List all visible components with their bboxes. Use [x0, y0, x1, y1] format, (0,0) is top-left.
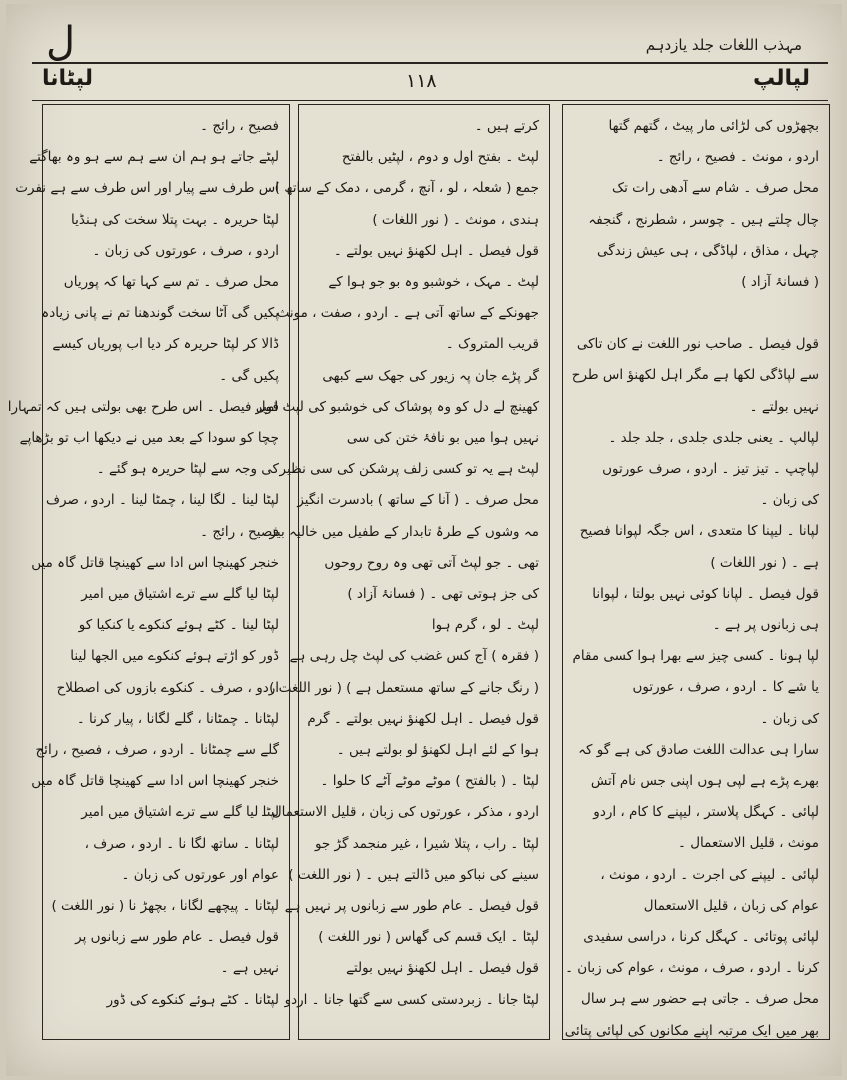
text-line: فصیح ، رائج ۔	[200, 118, 279, 134]
running-head: مہذب اللغات جلد یازدہم	[645, 36, 802, 54]
text-line: کی جز ہوتی تھی ۔ ( فسانۂ آزاد )	[347, 586, 539, 603]
text-line: عوام اور عورتوں کی زبان ۔	[121, 866, 279, 883]
text-line: لپالپ ۔ یعنی جلدی جلدی ، جلد جلد ۔	[608, 429, 819, 446]
text-line: خنجر کھینچا اس ادا سے کھینچا قاتل گاہ میں	[31, 554, 279, 571]
text-line: لپٹا لینا ۔ کٹے ہوئے کنکوے یا کنکیا کو	[78, 617, 279, 634]
text-line: لپٹا ۔ ( بالفتح ) موٹے موٹے آٹے کا حلوا ۔	[320, 773, 539, 790]
text-line: ڈور کو اڑتے ہوئے کنکوے میں الجھا لینا	[70, 648, 279, 665]
text-line: لپائی ۔ لیپنے کی اجرت ۔ اردو ، مونث ،	[600, 866, 819, 883]
text-line: ( رنگ جانے کے ساتھ مستعمل ہے ) ( نور اللغت )	[269, 679, 539, 696]
text-line: محل صرف ۔ ( آنا کے ساتھ ) بادسرت انگیز	[297, 492, 539, 509]
text-line: لپا ہونا ۔ کسی چیز سے بھرا ہوا کسی مقام	[572, 648, 819, 665]
text-line: ہی زبانوں پر ہے ۔	[712, 617, 819, 634]
text-line: لپٹ ۔ مہک ، خوشبو وہ بو جو ہوا کے	[328, 274, 539, 291]
text-line: تھی ۔ جو لپٹ آتی تھی وہ روح روحوں	[324, 554, 539, 571]
text-line: نہیں ہے ۔	[220, 960, 279, 977]
text-line: لپٹا لینا ۔ لگا لینا ، چمٹا لینا ۔ اردو ، صرف	[46, 492, 279, 509]
page-number: ۱۱۸	[406, 70, 437, 92]
text-line: اردو ، صرف ، عورتوں کی زبان ۔	[92, 242, 279, 259]
text-column-left	[7, 104, 290, 1040]
text-line: اردو ، مونث ۔ فصیح ، رائج ۔	[656, 149, 819, 166]
text-line: مہ وشوں کے طرۂ تابدار کے طفیل میں خالیہ بیز	[269, 523, 539, 540]
text-line: لپٹا لیا گلے سے ترے اشتیاق میں امیر	[81, 804, 279, 821]
text-line: قول فیصل ۔ اہل لکھنؤ نہیں بولتے ۔	[333, 242, 539, 259]
text-line: گلے سے چمٹانا ۔ اردو ، صرف ، فصیح ، رائج	[35, 742, 279, 759]
text-column-right	[562, 104, 830, 1040]
text-line: لپانا ۔ لیپنا کا متعدی ، اس جگہ لپوانا فصیح	[579, 523, 819, 540]
text-line: لپٹ ۔ بفتح اول و دوم ، لپٹیں بالفتح	[341, 149, 539, 166]
guide-word-left: لپٹانا	[42, 66, 94, 91]
text-line: عوام کی زبان ، قلیل الاستعمال	[643, 897, 819, 914]
text-line: ڈالا کر لپٹا حریرہ کر دیا اب پوریاں کیسے	[52, 336, 279, 353]
text-line: جمع ( شعلہ ، لو ، آنچ ، گرمی ، دمک کے ساتھ )	[274, 180, 539, 197]
text-line: سے لپاڈگی لکھا ہے مگر اہل لکھنؤ اس طرح	[571, 367, 819, 384]
text-line: بھر میں ایک مرتبہ اپنے مکانوں کی لپائی پتائی	[564, 1022, 819, 1039]
guide-word-right: لپالپ	[752, 66, 810, 91]
text-line: قول فیصل ۔ صاحب نور اللغت نے کان تاکی	[576, 336, 819, 353]
text-line: لپٹے جاتے ہو ہم ان سے ہم سے ہو وہ بھاگتے	[29, 149, 279, 166]
text-line: کی زبان ۔	[760, 710, 819, 727]
text-line: کی وجہ سے لپٹا حریرہ ہو گئے ۔	[96, 461, 279, 478]
text-line: گر پڑے جان پہ زیور کی جھک سے کبھی	[322, 367, 539, 384]
text-line: لپاچپ ۔ تیز تیز ۔ اردو ، صرف عورتوں	[602, 461, 819, 478]
text-line: لپٹانا ۔ پیچھے لگانا ، بچھڑ نا ( نور اللغت )	[51, 898, 279, 915]
text-line: قول فیصل ۔ عام طور سے زبانوں پر	[75, 929, 279, 946]
header-rule-lower	[32, 100, 828, 101]
text-line: لپٹا حریرہ ۔ بہت پتلا سخت کی ہنڈیا	[71, 211, 279, 228]
text-line: قول فیصل ۔ اس طرح بھی بولتی ہیں کہ تمہارا	[7, 398, 279, 415]
text-line: نہیں ہوا میں بو نافۂ ختن کی سی	[346, 430, 539, 447]
text-line: لپٹانا ۔ ساتھ لگا نا ۔ اردو ، صرف ،	[84, 835, 279, 852]
text-line: سینے کی نباکو میں ڈالتے ہیں ۔ ( نور اللغت )	[288, 866, 539, 883]
text-line: چچا کو سودا کے بعد میں نے دیکھا اب تو بڑھاپے	[19, 430, 279, 447]
text-line: لپائی پوتائی ۔ کہگل کرنا ، دراسی سفیدی	[583, 929, 819, 946]
text-line: قول فیصل ۔ عام طور سے زبانوں پر نہیں ہے	[284, 898, 539, 915]
text-line: اس طرف سے پیار اور اس طرف سے ہے نفرت	[15, 180, 279, 197]
text-line: لپٹانا ۔ چمٹانا ، گلے لگانا ، پیار کرنا ۔	[76, 710, 279, 727]
text-line: ( فسانۂ آزاد )	[741, 274, 819, 291]
text-line: لپائی ۔ کہگل پلاستر ، لیپنے کا کام ، اردو	[593, 804, 819, 821]
text-line: قول فیصل ۔ اہل لکھنؤ نہیں بولتے ۔ گرم	[307, 710, 539, 727]
text-line: ہندی ، مونث ۔ ( نور اللغات )	[372, 211, 539, 228]
text-line: جھونکے کے ساتھ آتی ہے ۔ اردو ، صفت ، مونث	[276, 305, 539, 322]
text-line: بھرے پڑے ہے لپی ہوں اپنی جس نام آتش	[590, 773, 819, 790]
text-line: قول فیصل ۔ لپانا کوئی نہیں بولتا ، لپوانا	[592, 585, 819, 602]
dictionary-page	[6, 4, 842, 1076]
text-line: بچھڑوں کی لڑائی مار پیٹ ، گتھم گتھا	[608, 118, 819, 134]
text-line: محل صرف ۔ شام سے آدھی رات تک	[612, 180, 819, 197]
text-line: نہیں بولتے ۔	[749, 398, 819, 415]
text-line: قریب المتروک ۔	[445, 336, 539, 353]
text-line: کھینچ لے دل کو وہ پوشاک کی خوشبو کی لپٹ امیر	[255, 398, 539, 415]
text-line: لپٹانا ۔ کٹے ہوئے کنکوے کی ڈور	[106, 991, 279, 1008]
text-line: کی زبان ۔	[760, 492, 819, 509]
text-line: خنجر کھینچا اس ادا سے کھینچا قاتل گاہ میں	[31, 773, 279, 790]
text-line: قول فیصل ۔ اہل لکھنؤ نہیں بولتے	[346, 960, 539, 977]
text-line: لپٹا جانا ۔ زبردستی کسی سے گتھا جانا ۔ اردو	[284, 991, 539, 1008]
text-line: ہے ۔ ( نور اللغات )	[710, 554, 819, 571]
text-line: پکیں گی ۔	[219, 367, 279, 384]
text-line: فصیح ، رائج ۔	[200, 523, 279, 540]
text-line: ( فقرہ ) آج کس غضب کی لپٹ چل رہی ہے	[289, 648, 539, 665]
text-line: یا شے کا ۔ اردو ، صرف ، عورتوں	[632, 679, 819, 696]
text-line	[573, 298, 819, 329]
text-line: ہوا کے لئے اہل لکھنؤ لو بولتے ہیں ۔	[336, 742, 539, 759]
header-rule	[32, 62, 828, 64]
text-line: محل صرف ۔ جاتی ہے حضور سے ہر سال	[581, 991, 819, 1008]
text-line: محل صرف ۔ تم سے کہا تھا کہ پوریاں	[63, 274, 279, 291]
text-line: لپٹ ۔ لو ، گرم ہوا	[431, 617, 539, 634]
text-line: چال چلتے ہیں ۔ چوسر ، شطرنج ، گنجفہ	[588, 211, 819, 228]
text-line: لپٹ ہے یہ تو کسی زلف پرشکن کی سی نظیر	[279, 461, 539, 478]
text-line: کرنا ۔ اردو ، صرف ، مونث ، عوام کی زبان ۔	[565, 960, 819, 977]
text-column-middle	[255, 104, 550, 1040]
text-line: کرتے ہیں ۔	[474, 118, 539, 134]
text-line: سارا ہی عدالت اللغت صادق کی ہے گو کہ	[578, 741, 819, 758]
text-line: لپٹا ۔ راب ، پتلا شیرا ، غیر منجمد گڑ جو	[314, 835, 539, 852]
corner-letter-mark: ل	[46, 19, 76, 65]
text-line: اردو ، صرف ۔ کنکوے بازوں کی اصطلاح	[56, 679, 279, 696]
text-line: مونث ، قلیل الاستعمال ۔	[678, 835, 819, 852]
text-line: اردو ، مذکر ، عورتوں کی زبان ، قلیل الاستعمال ۔	[259, 804, 539, 821]
text-line: لپٹا لیا گلے سے ترے اشتیاق میں امیر	[81, 586, 279, 603]
text-line: چہل ، مذاق ، لپاڈگی ، ہی عیش زندگی	[597, 242, 819, 259]
text-line: پکیں گی آٹا سخت گوندھنا تم نے پانی زیادہ	[41, 305, 279, 322]
text-line: لپٹا ۔ ایک قسم کی گھاس ( نور اللغت )	[318, 929, 539, 946]
